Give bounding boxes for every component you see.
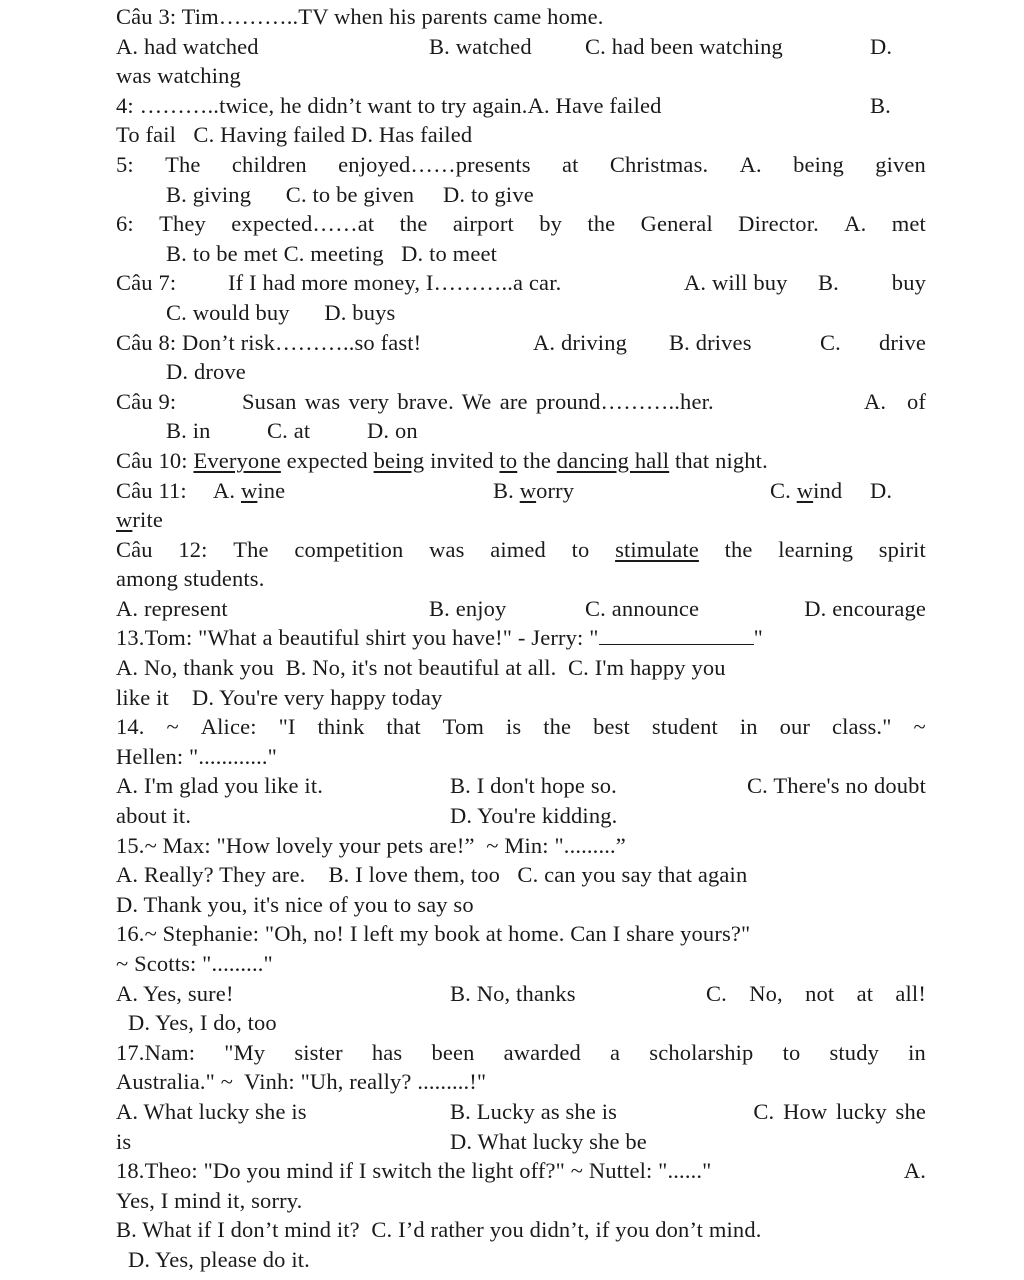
word: the xyxy=(523,447,551,473)
option-c: C. There's no doubt xyxy=(747,773,926,799)
question-12-stem xyxy=(116,535,926,565)
option-b: B. I love them, too xyxy=(328,862,501,888)
question-text: 4: ………..twice, he didn’t want to try again. xyxy=(116,92,528,118)
word: enjoyed……presents xyxy=(338,151,531,177)
word: 6: xyxy=(116,211,134,237)
option-b: B. No, thanks xyxy=(450,980,576,1006)
question-18-options xyxy=(116,1186,926,1216)
option-a: A. What lucky she is xyxy=(116,1098,307,1124)
question-17-options xyxy=(116,1097,926,1127)
word: class." xyxy=(831,714,892,740)
word: children xyxy=(231,151,307,177)
word: at xyxy=(562,151,579,177)
option-a: A. represent xyxy=(116,595,228,621)
question-15-options xyxy=(116,860,926,890)
word: our xyxy=(779,714,811,740)
option-b: B. enjoy xyxy=(429,595,507,621)
quote-mark: " xyxy=(753,625,763,651)
question-14-continuation xyxy=(116,801,926,831)
question-8-stem xyxy=(116,328,926,358)
option-d: D. Yes, I do, too xyxy=(128,1010,277,1036)
option-d: D. You're very happy today xyxy=(192,684,443,710)
word: Alice: xyxy=(200,714,257,740)
underlined-option-c: to xyxy=(499,447,518,473)
word: best xyxy=(593,714,630,740)
question-5-stem xyxy=(116,150,926,180)
option-b: B. giving xyxy=(166,181,252,207)
question-11 xyxy=(116,476,926,506)
underlined-option-a: Everyone xyxy=(193,447,281,473)
word: the xyxy=(399,211,428,237)
option-b-letter: B. xyxy=(818,270,839,296)
word: was xyxy=(429,536,465,562)
option-c: C. No, not at all! xyxy=(706,980,926,1006)
question-label: Câu 7: xyxy=(116,270,177,296)
word: been xyxy=(431,1039,475,1065)
question-17-stem-cont xyxy=(116,1067,926,1097)
question-9-stem xyxy=(116,387,926,417)
word: invited xyxy=(430,447,494,473)
word: competition xyxy=(294,536,404,562)
option-a-letter: A. xyxy=(864,388,887,414)
option-d: D. Has failed xyxy=(350,122,473,148)
word: "I xyxy=(278,714,296,740)
word: Christmas. xyxy=(609,151,709,177)
word: Tom xyxy=(442,714,485,740)
word: to xyxy=(571,536,590,562)
word: 17.Nam: xyxy=(116,1039,196,1065)
word: awarded xyxy=(503,1039,581,1065)
word: General xyxy=(640,211,713,237)
underlined-word: stimulate xyxy=(615,536,699,562)
option-d-text: write xyxy=(116,507,163,533)
word: The xyxy=(165,151,201,177)
option-a: A. had watched xyxy=(116,33,259,59)
option-a: A. No, thank you xyxy=(116,655,275,681)
word: has xyxy=(371,1039,403,1065)
question-3-options xyxy=(116,32,926,62)
option-b-text: buy xyxy=(891,270,926,296)
option-d: D. drove xyxy=(166,359,246,385)
question-17-stem xyxy=(116,1038,926,1068)
question-6-stem xyxy=(116,209,926,239)
question-17-continuation xyxy=(116,1127,926,1157)
word: 14. xyxy=(116,714,145,740)
word: think xyxy=(317,714,365,740)
question-3-stem xyxy=(116,2,926,32)
word: learning xyxy=(778,536,854,562)
question-16-stem-cont xyxy=(116,949,926,979)
word: student xyxy=(651,714,718,740)
question-text: Australia." ~ Vinh: "Uh, really? .........!" xyxy=(116,1069,487,1095)
question-16-continuation xyxy=(116,1008,926,1038)
option-d: D. You're kidding. xyxy=(450,803,618,829)
option-c: C. had been watching xyxy=(585,33,783,59)
question-8-options xyxy=(116,357,926,387)
question-16-stem xyxy=(116,919,926,949)
option-d-letter: D. xyxy=(870,33,893,59)
word: The xyxy=(233,536,269,562)
word: A. xyxy=(844,211,867,237)
question-15-stem xyxy=(116,831,926,861)
question-4-stem xyxy=(116,91,926,121)
underlined-option-b: being xyxy=(373,447,425,473)
word: Director. xyxy=(738,211,819,237)
option-c-text: drive xyxy=(879,329,926,355)
option-a: A. Really? They are. xyxy=(116,862,306,888)
word: in xyxy=(739,714,758,740)
question-text: Câu 3: Tim………..TV when his parents came home. xyxy=(116,4,604,29)
option-b-letter: B. xyxy=(870,92,891,118)
question-4-options xyxy=(116,120,926,150)
word: to xyxy=(782,1039,801,1065)
option-a-letter: A. xyxy=(903,1158,926,1184)
word: in xyxy=(908,1039,926,1065)
word: study xyxy=(829,1039,880,1065)
question-13-stem xyxy=(116,623,926,653)
option-a: A. wine xyxy=(213,477,286,503)
option-a: A. driving xyxy=(533,329,627,355)
word: "My xyxy=(224,1039,266,1065)
word: the xyxy=(543,714,572,740)
option-d: D. What lucky she be xyxy=(450,1128,647,1154)
option-c: C. meeting xyxy=(283,240,384,266)
question-7-options xyxy=(116,298,926,328)
option-b: B. to be met xyxy=(166,240,278,266)
word: scholarship xyxy=(649,1039,754,1065)
option-c: C. announce xyxy=(585,595,700,621)
option-d: D. Thank you, it's nice of you to say so xyxy=(116,891,474,917)
question-text: 13.Tom: "What a beautiful shirt you have!" - Jerry: " xyxy=(116,625,599,651)
option-b-text: To fail xyxy=(116,122,177,148)
word: that xyxy=(386,714,421,740)
question-text: Hellen: "............" xyxy=(116,743,278,769)
question-6-options xyxy=(116,239,926,269)
question-12-stem-cont xyxy=(116,564,926,594)
option-c: C. I'm happy you xyxy=(567,655,726,681)
option-b: B. What if I don’t mind it? xyxy=(116,1217,360,1243)
option-d: D. to meet xyxy=(401,240,497,266)
question-11-continuation xyxy=(116,505,926,535)
option-a: A. Have failed xyxy=(527,92,662,118)
question-12-options xyxy=(116,594,926,624)
option-a: A. will buy xyxy=(684,270,788,296)
option-d: D. encourage xyxy=(804,595,926,621)
word: 12: xyxy=(178,536,208,562)
option-c-cont: like it xyxy=(116,684,169,710)
option-c: C. wind xyxy=(770,477,843,503)
word: given xyxy=(875,151,926,177)
question-14-stem-cont xyxy=(116,742,926,772)
option-c-letter: C. xyxy=(820,329,841,355)
question-14-options xyxy=(116,771,926,801)
option-b: B. I don't hope so. xyxy=(450,773,617,799)
question-16-options xyxy=(116,979,926,1009)
word: met xyxy=(891,211,926,237)
option-a: A. I'm glad you like it. xyxy=(116,773,324,799)
option-a-text: of xyxy=(906,388,926,414)
word: by xyxy=(539,211,563,237)
word: aimed xyxy=(490,536,546,562)
question-18-continuation xyxy=(116,1245,926,1275)
option-d: D. to give xyxy=(443,181,534,207)
option-c: C. can you say that again xyxy=(517,862,748,888)
word: spirit xyxy=(878,536,926,562)
word: ~ xyxy=(166,714,179,740)
question-18-stem xyxy=(116,1156,926,1186)
question-text: 15.~ Max: "How lovely your pets are!” ~ Min: ".........” xyxy=(116,832,626,858)
question-text: 18.Theo: "Do you mind if I switch the light off?" ~ Nuttel: "......" xyxy=(116,1158,712,1184)
word: a xyxy=(610,1039,621,1065)
option-b: B. Lucky as she is xyxy=(450,1098,618,1124)
question-label: Câu 9: xyxy=(116,388,177,414)
option-b: B. watched xyxy=(429,33,532,59)
option-a-text: Yes, I mind it, sorry. xyxy=(116,1187,303,1213)
question-13-continuation xyxy=(116,683,926,713)
option-c: C. How lucky she xyxy=(753,1098,926,1124)
word: They xyxy=(159,211,206,237)
question-7-stem xyxy=(116,268,926,298)
word: the xyxy=(587,211,616,237)
word: 5: xyxy=(116,151,134,177)
question-text: Câu 8: Don’t risk………..so fast! xyxy=(116,329,422,355)
question-9-options xyxy=(116,416,926,446)
question-18-options-2 xyxy=(116,1215,926,1245)
question-14-stem xyxy=(116,712,926,742)
option-d-letter: D. xyxy=(870,477,893,503)
word: A. xyxy=(739,151,762,177)
question-10 xyxy=(116,446,926,476)
question-sheet xyxy=(116,2,926,1275)
option-c-cont: about it. xyxy=(116,803,192,829)
question-5-options xyxy=(116,180,926,210)
option-d: D. Yes, please do it. xyxy=(128,1246,310,1272)
answer-blank xyxy=(599,624,754,645)
option-b: B. No, it's not beautiful at all. xyxy=(285,655,557,681)
word: sister xyxy=(294,1039,343,1065)
option-c: C. I’d rather you didn’t, if you don’t mind. xyxy=(371,1217,762,1243)
option-d-text: was watching xyxy=(116,63,241,89)
question-3-continuation xyxy=(116,61,926,91)
word: the xyxy=(724,536,753,562)
question-13-options xyxy=(116,653,926,683)
option-b: B. drives xyxy=(669,329,752,355)
option-c: C. would buy xyxy=(166,299,290,325)
question-text: among students. xyxy=(116,566,265,592)
word: is xyxy=(505,714,522,740)
question-label: Câu 10: xyxy=(116,447,188,473)
question-text: Susan was very brave. We are pround………..her. xyxy=(242,388,714,414)
question-text: ~ Scotts: "........." xyxy=(116,951,273,976)
question-15-continuation xyxy=(116,890,926,920)
word: ~ xyxy=(913,714,926,740)
word: Câu xyxy=(116,536,153,562)
question-text: 16.~ Stephanie: "Oh, no! I left my book at home. Can I share yours?" xyxy=(116,921,751,947)
question-label: Câu 11: xyxy=(116,477,187,503)
word: airport xyxy=(452,211,514,237)
question-text: If I had more money, I………..a car. xyxy=(228,270,562,296)
option-b: B. worry xyxy=(493,477,575,503)
word: expected……at xyxy=(231,211,375,237)
option-a: A. Yes, sure! xyxy=(116,980,234,1006)
option-d: D. on xyxy=(367,418,418,444)
word: being xyxy=(793,151,844,177)
option-d: D. buys xyxy=(324,299,396,325)
option-c: C. Having failed xyxy=(193,122,346,148)
underlined-option-d: dancing hall xyxy=(556,447,670,473)
option-b: B. in xyxy=(166,418,211,444)
word: expected xyxy=(286,447,368,473)
option-c: C. to be given xyxy=(285,181,415,207)
option-c: C. at xyxy=(267,418,311,444)
option-c-cont: is xyxy=(116,1128,132,1154)
word: that night. xyxy=(674,447,768,473)
